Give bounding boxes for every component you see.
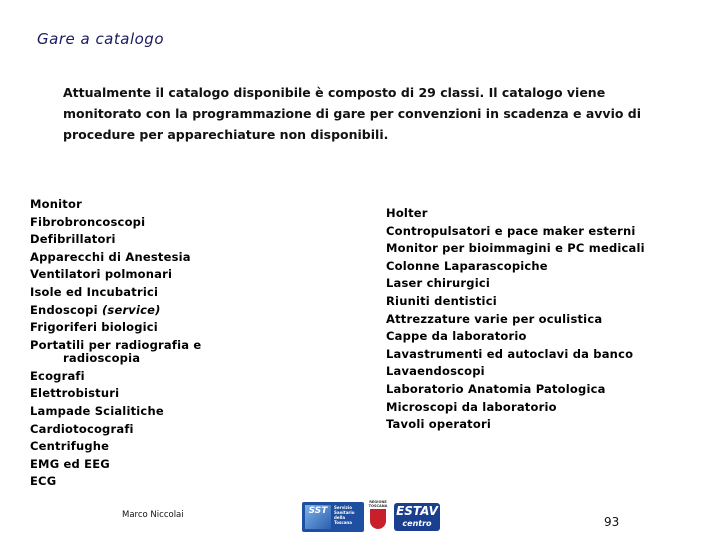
list-item-label: Endoscopi: [30, 302, 98, 317]
list-item: Monitor: [30, 197, 82, 211]
regione-logo-text: REGIONE TOSCANA: [368, 500, 388, 508]
list-item: Ventilatori polmonari: [30, 267, 173, 282]
list-item: Tavoli operatori: [386, 417, 491, 432]
regione-toscana-logo: [368, 500, 388, 534]
list-item: Cardiotocografi: [30, 421, 134, 436]
list-item: Contropulsatori e pace maker esterni: [386, 223, 636, 238]
slide-title: Gare a catalogo: [37, 30, 164, 48]
list-item: Fibrobroncoscopi: [30, 214, 146, 229]
footer-logos: [302, 500, 442, 534]
list-item: Monitor per bioimmagini e PC medicali: [386, 241, 645, 256]
list-item-note: (service): [101, 302, 161, 317]
ssr-logo: [302, 502, 364, 532]
estav-logo-sub: centro: [402, 519, 432, 528]
list-item: Microscopi da laboratorio: [386, 399, 557, 414]
pegasus-shield-icon: [370, 509, 386, 529]
list-item: EMG ed EEG: [30, 456, 110, 471]
list-item: Cappe da laboratorio: [386, 329, 527, 344]
list-item: Elettrobisturi: [30, 386, 120, 401]
intro-paragraph: Attualmente il catalogo disponibile è composto di 29 classi. Il catalogo viene monitorato con la programmazione di gare per convenzioni in scadenza e avvio di procedure per apparechiature non disponibili.: [63, 85, 642, 142]
list-item: [30, 339, 230, 364]
ssr-logo-text: Servizio Sanitario della Toscana: [334, 505, 355, 525]
list-item: Colonne Laparascopiche: [386, 258, 548, 273]
author-footer: Marco Niccolai: [122, 510, 184, 520]
list-item: Isole ed Incubatrici: [30, 284, 159, 299]
list-item: Riuniti dentistici: [386, 293, 497, 308]
list-item: Lavaendoscopi: [386, 364, 485, 379]
estav-logo: [394, 503, 440, 531]
sst-mark: SST: [305, 505, 331, 529]
catalog-list-right: [386, 205, 686, 434]
list-item: Centrifughe: [30, 439, 110, 454]
list-item: Ecografi: [30, 368, 85, 383]
list-item: Attrezzature varie per oculistica: [386, 311, 603, 326]
list-item: Laser chirurgici: [386, 276, 491, 291]
catalog-list-left: [30, 196, 230, 491]
list-item: ECG: [30, 474, 57, 489]
list-item: Apparecchi di Anestesia: [30, 249, 191, 264]
list-item: [30, 302, 230, 320]
list-item: Holter: [386, 206, 428, 220]
list-item: Defibrillatori: [30, 232, 116, 247]
list-item: Lavastrumenti ed autoclavi da banco: [386, 346, 634, 361]
list-item-continuation: radioscopia: [63, 350, 141, 365]
list-item-label: Portatili per radiografia e: [30, 337, 202, 352]
page-number: 93: [604, 515, 620, 529]
list-item: Laboratorio Anatomia Patologica: [386, 381, 606, 396]
estav-logo-main: ESTAV: [396, 504, 438, 518]
list-item: Lampade Scialitiche: [30, 403, 164, 418]
list-item: Frigoriferi biologici: [30, 320, 158, 335]
